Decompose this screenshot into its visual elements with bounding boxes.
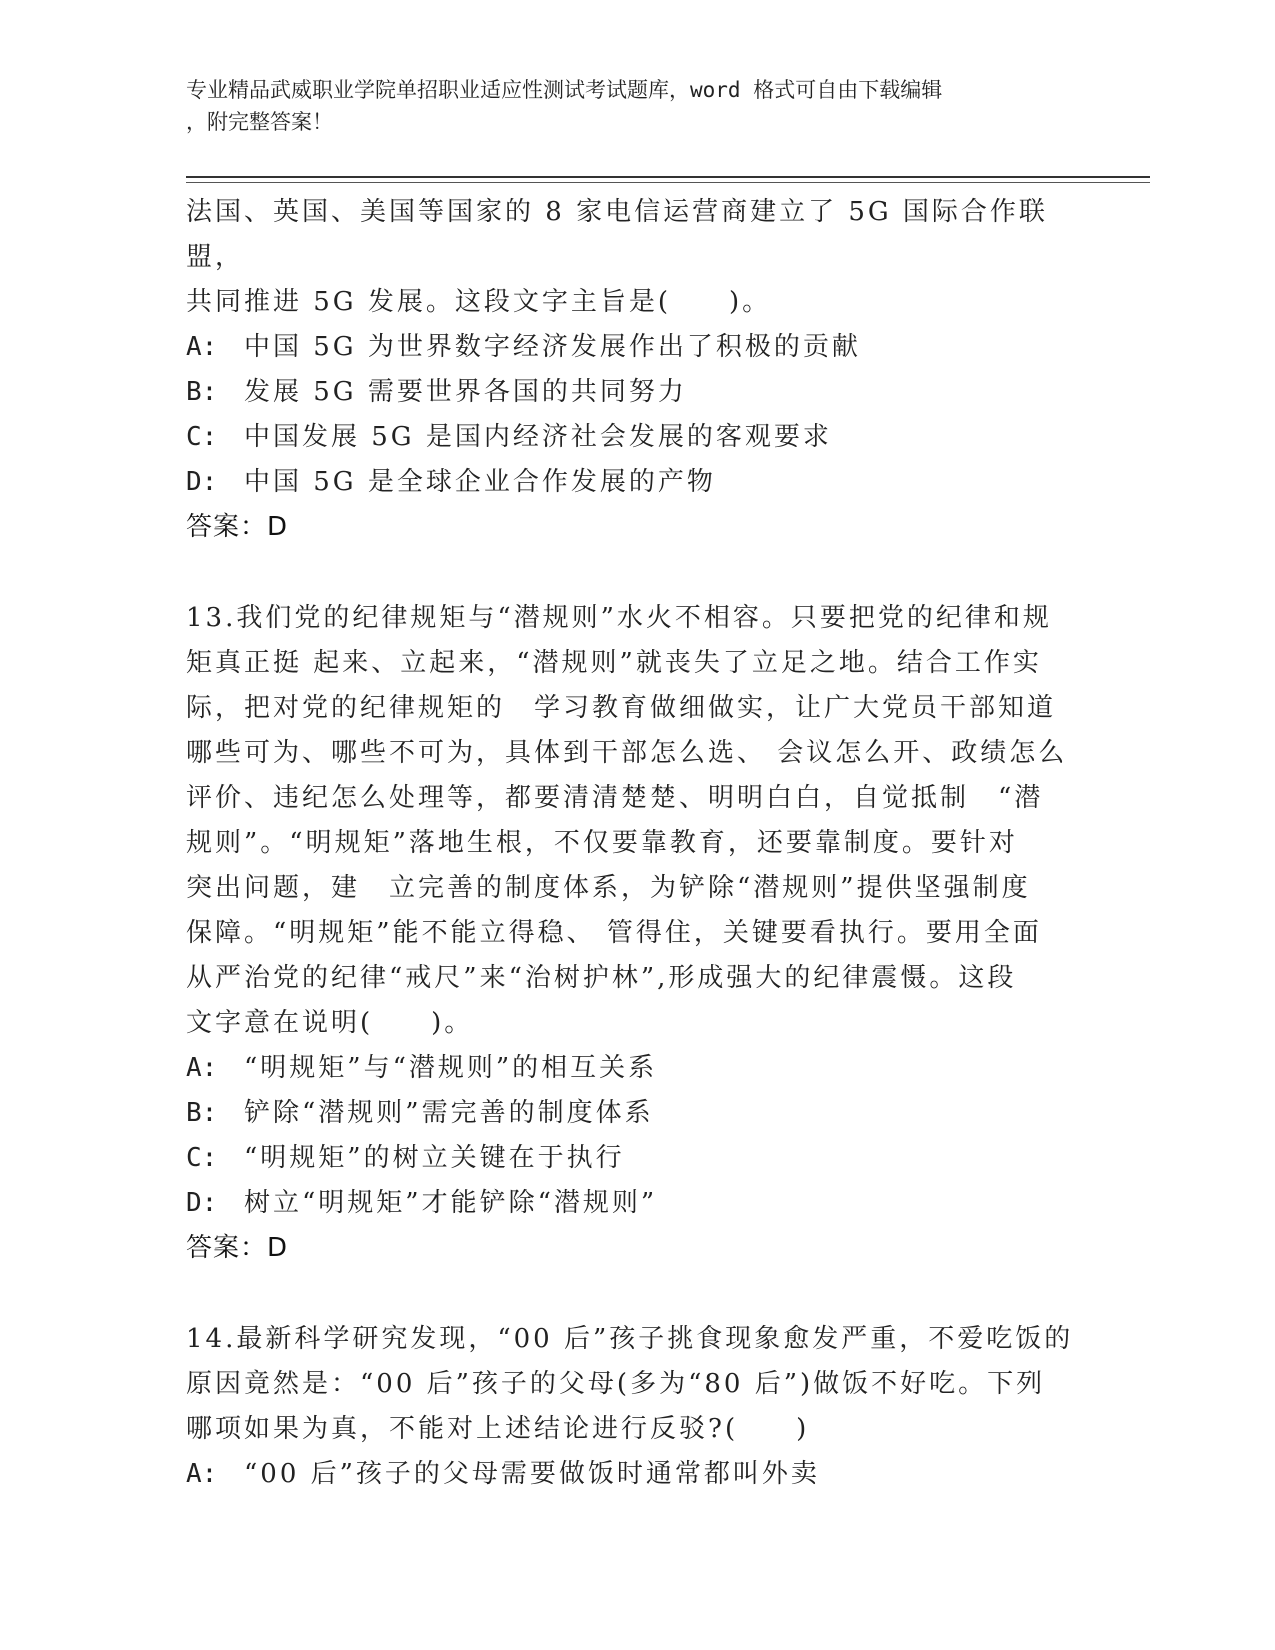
question-12 [186, 190, 1086, 550]
option-d [186, 460, 1086, 505]
option-c [186, 1136, 1086, 1181]
question-text-line: 13.我们党的纪律规矩与“潜规则”水火不相容。只要把党的纪律和规 [186, 603, 1052, 633]
option-b [186, 370, 1086, 415]
page-header [186, 74, 1066, 138]
question-text-line: 法国、英国、美国等国家的 8 家电信运营商建立了 5G 国际合作联盟， [186, 197, 1048, 272]
option-letter: D: [186, 467, 218, 497]
option-letter: A: [186, 1459, 218, 1489]
spacer [186, 1271, 1086, 1317]
question-text-line: 哪项如果为真，不能对上述结论进行反驳?( ) [186, 1414, 810, 1444]
question-text-line: 文字意在说明( )。 [186, 1008, 474, 1038]
option-a [186, 325, 1086, 370]
answer-line: 答案：D [186, 1233, 289, 1263]
question-14 [186, 1317, 1086, 1497]
option-text: 中国 5G 为世界数字经济发展作出了积极的贡献 [244, 332, 861, 362]
question-text-line: 保障。“明规矩”能不能立得稳、 管得住，关键要看执行。要用全面 [186, 918, 1042, 948]
question-text-line: 矩真正挺 起来、立起来，“潜规则”就丧失了立足之地。结合工作实 [186, 648, 1042, 678]
question-text-line: 评价、违纪怎么处理等，都要清清楚楚、明明白白，自觉抵制 “潜 [186, 783, 1044, 813]
option-letter: B: [186, 1098, 218, 1128]
option-a [186, 1452, 1086, 1497]
option-text: 中国 5G 是全球企业合作发展的产物 [244, 467, 716, 497]
option-text: 铲除“潜规则”需完善的制度体系 [244, 1098, 654, 1128]
option-text: “00 后”孩子的父母需要做饭时通常都叫外卖 [244, 1459, 820, 1489]
answer-line: 答案：D [186, 512, 289, 542]
header-line-1: 专业精品武威职业学院单招职业适应性测试考试题库，word 格式可自由下载编辑 [186, 78, 943, 102]
option-letter: C: [186, 422, 218, 452]
question-text-line: 共同推进 5G 发展。这段文字主旨是( )。 [186, 287, 772, 317]
question-text-line: 规则”。“明规矩”落地生根，不仅要靠教育，还要靠制度。要针对 [186, 828, 1018, 858]
option-d [186, 1181, 1086, 1226]
header-line-2: ，附完整答案！ [186, 110, 333, 134]
option-a [186, 1046, 1086, 1091]
question-text-line: 突出问题，建 立完善的制度体系，为铲除“潜规则”提供坚强制度 [186, 873, 1031, 903]
question-text-line: 14.最新科学研究发现，“00 后”孩子挑食现象愈发严重，不爱吃饭的 [186, 1324, 1074, 1354]
question-13 [186, 596, 1086, 1271]
option-letter: B: [186, 377, 218, 407]
header-divider-thin [186, 182, 1150, 183]
option-letter: A: [186, 1053, 218, 1083]
header-divider-thick [186, 176, 1150, 178]
question-text-line: 原因竟然是：“00 后”孩子的父母(多为“80 后”)做饭不好吃。下列 [186, 1369, 1046, 1399]
option-b [186, 1091, 1086, 1136]
spacer [186, 550, 1086, 596]
question-text-line: 际，把对党的纪律规矩的 学习教育做细做实，让广大党员干部知道 [186, 693, 1057, 723]
option-letter: C: [186, 1143, 218, 1173]
option-text: “明规矩”与“潜规则”的相互关系 [244, 1053, 658, 1083]
option-letter: A: [186, 332, 218, 362]
question-text-line: 从严治党的纪律“戒尺”来“治树护林”,形成强大的纪律震慑。这段 [186, 963, 1017, 993]
option-c [186, 415, 1086, 460]
option-text: 中国发展 5G 是国内经济社会发展的客观要求 [244, 422, 832, 452]
option-text: 树立“明规矩”才能铲除“潜规则” [244, 1188, 658, 1218]
option-text: 发展 5G 需要世界各国的共同努力 [244, 377, 687, 407]
option-letter: D: [186, 1188, 218, 1218]
option-text: “明规矩”的树立关键在于执行 [244, 1143, 625, 1173]
document-body [186, 190, 1086, 1497]
question-text-line: 哪些可为、哪些不可为，具体到干部怎么选、 会议怎么开、政绩怎么 [186, 738, 1068, 768]
